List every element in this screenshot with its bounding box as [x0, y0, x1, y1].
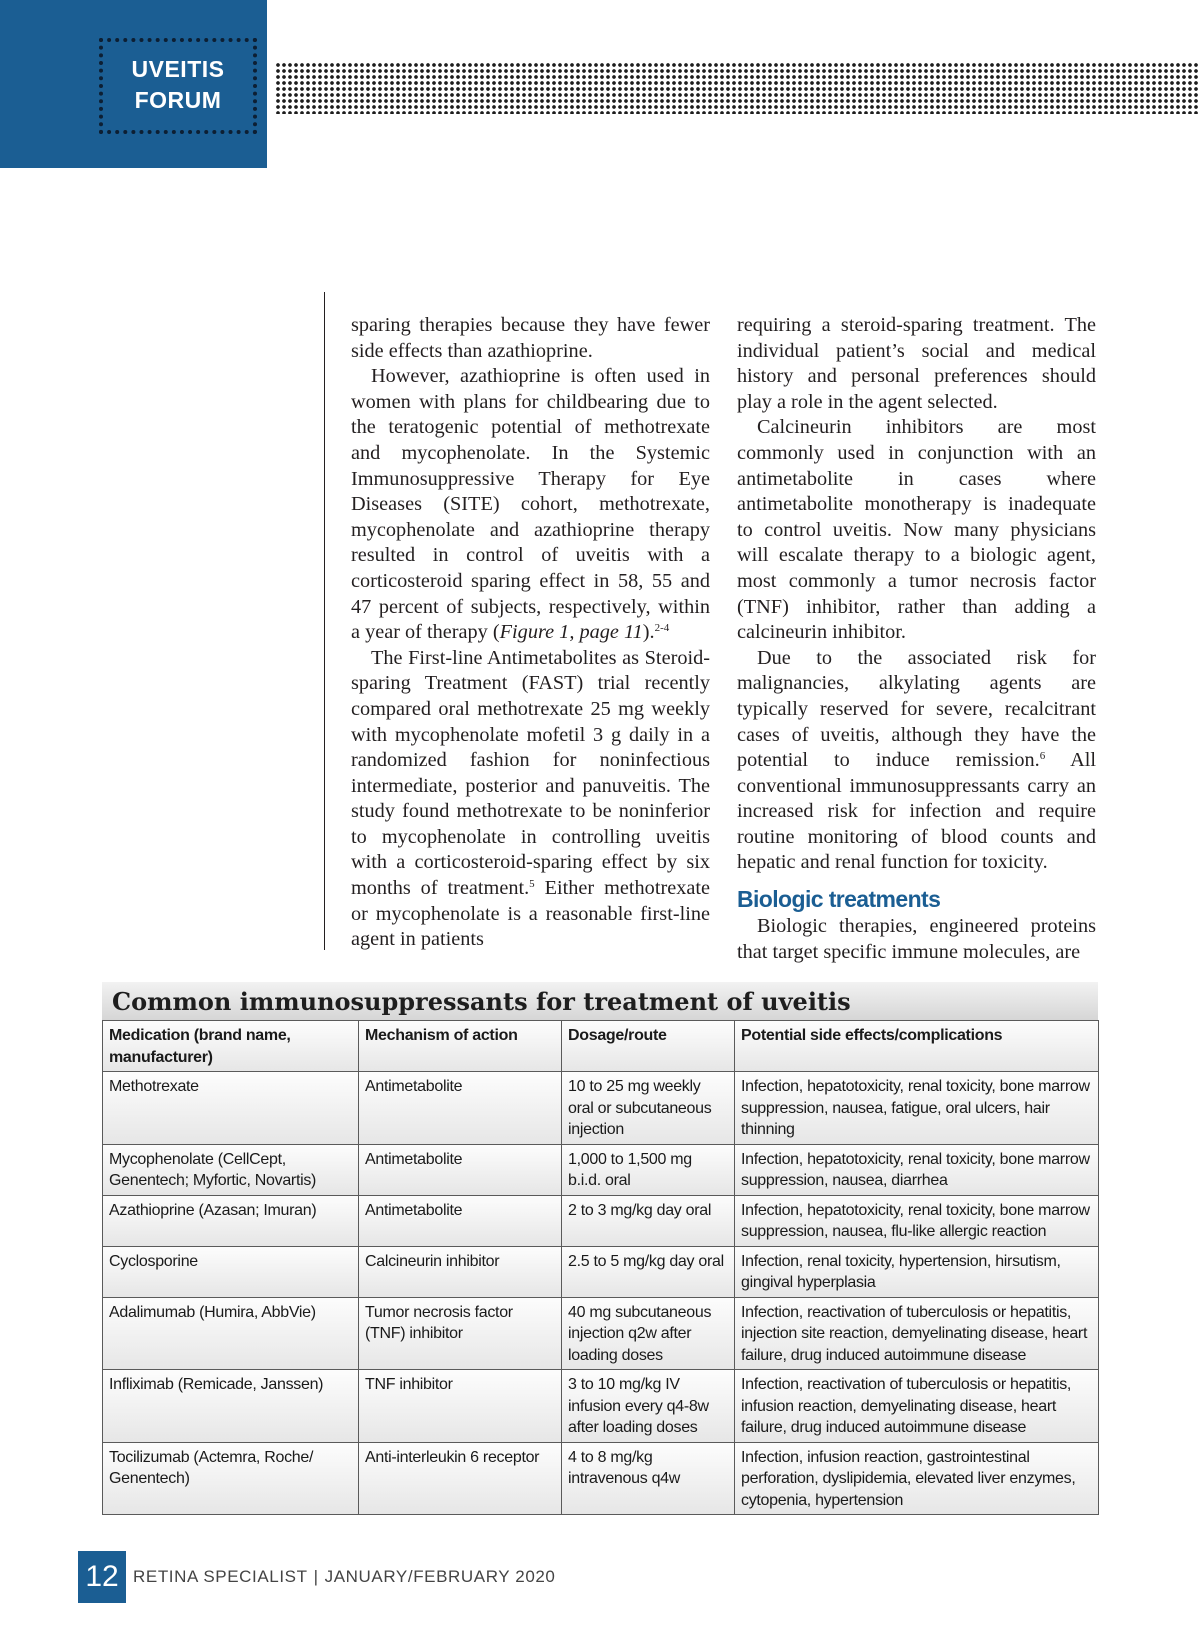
side-effects-cell: Infection, renal toxicity, hypertension, hirsutism, gingival hyperplasia [735, 1246, 1099, 1297]
dosage-cell: 2 to 3 mg/kg day oral [562, 1195, 735, 1246]
medication-cell: Mycophenolate (CellCept, Genentech; Myfortic, Novartis) [103, 1144, 359, 1195]
column-header: Dosage/route [562, 1021, 735, 1072]
medication-cell: Cyclosporine [103, 1246, 359, 1297]
column-header: Mechanism of action [359, 1021, 562, 1072]
immunosuppressants-table [102, 1020, 1099, 1515]
citation-superscript: 6 [1039, 750, 1046, 763]
medication-cell: Methotrexate [103, 1072, 359, 1145]
table-row [103, 1370, 1099, 1443]
table-row [103, 1246, 1099, 1297]
mechanism-cell: TNF inhibitor [359, 1370, 562, 1443]
section-label [103, 54, 253, 116]
side-effects-cell: Infection, hepatotoxicity, renal toxicity, bone marrow suppression, nausea, flu-like allergic reaction [735, 1195, 1099, 1246]
page-number: 12 [78, 1551, 126, 1603]
side-effects-cell: Infection, hepatotoxicity, renal toxicity, bone marrow suppression, nausea, fatigue, oral ulcers, hair thinning [735, 1072, 1099, 1145]
section-label-line1: UVEITIS [131, 56, 225, 82]
mechanism-cell: Antimetabolite [359, 1144, 562, 1195]
paragraph: requiring a steroid-sparing treatment. The individual patient’s social and medical history and personal preferences should play a role in the agent selected. [737, 314, 1096, 413]
table-row [103, 1144, 1099, 1195]
side-effects-cell: Infection, infusion reaction, gastrointestinal perforation, dyslipidemia, elevated liver enzymes, cytopenia, hypertension [735, 1442, 1099, 1515]
side-effects-cell: Infection, reactivation of tuberculosis or hepatitis, infusion reaction, demyelinating disease, heart failure, drug induced autoimmune disease [735, 1370, 1099, 1443]
table-header-row [103, 1021, 1099, 1072]
dosage-cell: 4 to 8 mg/kg intravenous q4w [562, 1442, 735, 1515]
figure-reference: Figure 1, page 11 [499, 621, 643, 644]
table-row [103, 1195, 1099, 1246]
paragraph: Due to the associated risk for malignancies, alkylating agents are typically reserved for severe, recalcitrant cases of uveitis, although they have the potential to induce remission.$^6$ All conventional immunosuppressants carry an increased risk for infection and require routine monitoring of blood counts and hepatic and renal function for toxicity. [737, 646, 1096, 874]
table-row [103, 1297, 1099, 1370]
dosage-cell: 2.5 to 5 mg/kg day oral [562, 1246, 735, 1297]
mechanism-cell: Calcineurin inhibitor [359, 1246, 562, 1297]
table-row [103, 1072, 1099, 1145]
medication-cell: Adalimumab (Humira, AbbVie) [103, 1297, 359, 1370]
issue-date: JANUARY/FEBRUARY 2020 [324, 1567, 556, 1586]
medication-cell: Azathioprine (Azasan; Imuran) [103, 1195, 359, 1246]
side-effects-cell: Infection, reactivation of tuberculosis or hepatitis, injection site reaction, demyelinating disease, heart failure, drug induced autoimmune disease [735, 1297, 1099, 1370]
dosage-cell: 3 to 10 mg/kg IV infusion every q4-8w after loading doses [562, 1370, 735, 1443]
table-title: Common immunosuppressants for treatment of uveitis [112, 987, 851, 1016]
medication-cell: Tocilizumab (Actemra, Roche/ Genentech) [103, 1442, 359, 1515]
mechanism-cell: Antimetabolite [359, 1195, 562, 1246]
side-effects-cell: Infection, hepatotoxicity, renal toxicity, bone marrow suppression, nausea, diarrhea [735, 1144, 1099, 1195]
dot-pattern-decoration [275, 62, 1200, 114]
citation-superscript: 5 [529, 878, 535, 891]
section-label-line2: FORUM [134, 87, 222, 113]
column-header: Medication (brand name, manufacturer) [103, 1021, 359, 1072]
paragraph: The First-line Antimetabolites as Steroid-sparing Treatment (FAST) trial recently compared oral methotrexate 25 mg weekly with mycophenolate mofetil 3 g daily in a randomized fashion for noninfectious intermediate, posterior and panuveitis. The study found methotrexate to be noninferior to mycophenolate in controlling uveitis with a corticosteroid-sparing effect by six months of treatment.$^5$ Either methotrexate or mycophenolate is a reasonable first-line agent in patients [351, 646, 710, 951]
article-column-left [351, 313, 710, 953]
citation-superscript: 2-4 [654, 622, 670, 635]
paragraph: Biologic therapies, engineered proteins that target specific immune molecules, are [737, 915, 1096, 963]
mechanism-cell: Anti-interleukin 6 receptor [359, 1442, 562, 1515]
publication-name: RETINA SPECIALIST [133, 1567, 308, 1586]
dosage-cell: 1,000 to 1,500 mg b.i.d. oral [562, 1144, 735, 1195]
dosage-cell: 10 to 25 mg weekly oral or subcutaneous injection [562, 1072, 735, 1145]
column-header: Potential side effects/complications [735, 1021, 1099, 1072]
article-column-right [737, 313, 1096, 965]
paragraph: Calcineurin inhibitors are most commonly used in conjunction with an antimetabolite in cases where antimetabolite monotherapy is inadequate to control uveitis. Now many physicians will escalate therapy to a biologic agent, most commonly a tumor necrosis factor (TNF) inhibitor, rather than adding a calcineurin inhibitor. [737, 416, 1096, 644]
section-heading: Biologic treatments [737, 886, 941, 913]
footer-separator: | [313, 1567, 319, 1586]
mechanism-cell: Tumor necrosis factor (TNF) inhibitor [359, 1297, 562, 1370]
mechanism-cell: Antimetabolite [359, 1072, 562, 1145]
medication-cell: Infliximab (Remicade, Janssen) [103, 1370, 359, 1443]
paragraph: However, azathioprine is often used in women with plans for childbearing due to the teratogenic potential of methotrexate and mycophenolate. In the Systemic Immunosuppressive Therapy for Eye Diseases (SITE) cohort, methotrexate, mycophenolate and azathioprine therapy resulted in control of uveitis with a corticosteroid sparing effect in 58, 55 and 47 percent of subjects, respectively, within a year of therapy (Figure 1, page 11).$^{2-4}$ [351, 365, 710, 644]
table-row [103, 1442, 1099, 1515]
running-footer [133, 1565, 556, 1589]
dosage-cell: 40 mg subcutaneous injection q2w after loading doses [562, 1297, 735, 1370]
paragraph: sparing therapies because they have fewer side effects than azathioprine. [351, 314, 710, 362]
column-rule [324, 292, 325, 950]
